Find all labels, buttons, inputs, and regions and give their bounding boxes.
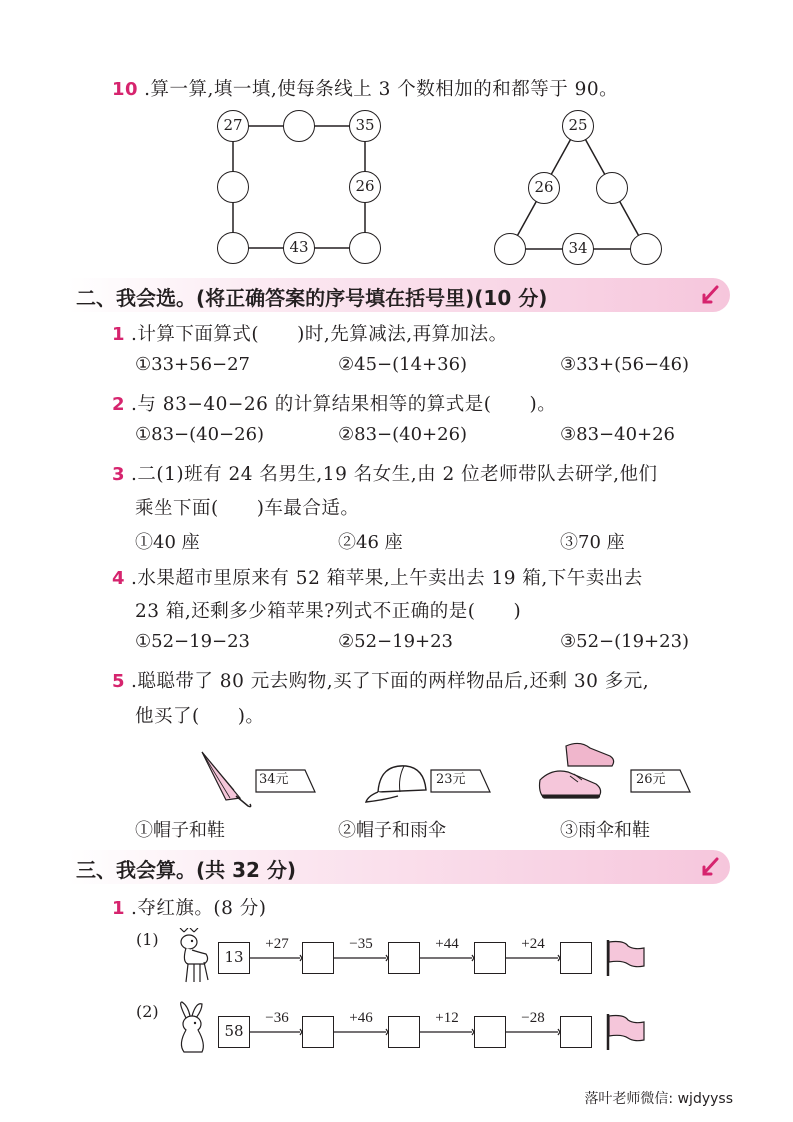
pencil-check-icon xyxy=(700,856,722,878)
s3-q1-number: 1 xyxy=(112,898,126,919)
umbrella-icon xyxy=(196,748,258,810)
section3-title: 三、我会算。(共 32 分) xyxy=(76,858,297,882)
s2-q2-line1: .与 83−40−26 的计算结果相等的算式是( )。 xyxy=(131,394,557,415)
square-circle-bottom-middle: 43 xyxy=(283,232,315,264)
section2-title: 二、我会选。(将正确答案的序号填在括号里)(10 分) xyxy=(76,286,548,310)
pencil-check-icon xyxy=(700,284,722,306)
s2-q2-prompt xyxy=(112,390,556,416)
row2-label: (2) xyxy=(136,1002,159,1021)
s2-q4-option-1[interactable]: ①52−19−23 xyxy=(135,631,251,652)
shoes-icon xyxy=(536,738,618,808)
triangle-circle-bottom-right[interactable] xyxy=(630,233,662,265)
shoes-price: 26元 xyxy=(636,772,666,787)
s2-q1-number: 1 xyxy=(112,324,126,345)
square-circle-bottom-left[interactable] xyxy=(217,232,249,264)
triangle-circle-bottom-left[interactable] xyxy=(494,233,526,265)
s2-q3-number: 3 xyxy=(112,464,126,485)
row2-op-4: −28 xyxy=(521,1010,545,1026)
row1-arrows xyxy=(250,950,560,966)
s2-q2-option-2[interactable]: ②83−(40+26) xyxy=(338,424,468,445)
footer-watermark: 落叶老师微信: wjdyyss xyxy=(584,1091,733,1107)
s2-q1-option-2[interactable]: ②45−(14+36) xyxy=(338,354,468,375)
s2-q1-option-3[interactable]: ③33+(56−46) xyxy=(560,354,690,375)
row2-arrows xyxy=(250,1024,560,1040)
row1-label: (1) xyxy=(136,930,159,949)
triangle-circle-right[interactable] xyxy=(596,172,628,204)
s2-q3-option-1[interactable]: ①40 座 xyxy=(135,532,200,553)
row1-op-3: +44 xyxy=(435,936,459,952)
triangle-circle-bottom-middle: 34 xyxy=(562,233,594,265)
rabbit-icon xyxy=(168,1000,214,1058)
s2-q3-option-3[interactable]: ③70 座 xyxy=(560,532,625,553)
s2-q4-line2: 23 箱,还剩多少箱苹果?列式不正确的是( ) xyxy=(135,601,522,622)
cap-price: 23元 xyxy=(436,772,466,787)
row2-answer-box-4[interactable] xyxy=(560,1016,592,1048)
s2-q3-line2: 乘坐下面( )车最合适。 xyxy=(135,498,360,519)
square-circle-top-left: 27 xyxy=(217,110,249,142)
s2-q1-option-1[interactable]: ①33+56−27 xyxy=(135,354,251,375)
s2-q3-prompt xyxy=(112,460,658,486)
q10-prompt xyxy=(112,75,618,101)
red-flag-icon xyxy=(604,938,646,978)
row1-op-2: −35 xyxy=(349,936,373,952)
triangle-circle-left: 26 xyxy=(528,172,560,204)
s2-q5-option-3[interactable]: ③雨伞和鞋 xyxy=(560,820,650,841)
deer-icon xyxy=(168,928,214,986)
s2-q2-option-1[interactable]: ①83−(40−26) xyxy=(135,424,265,445)
umbrella-price: 34元 xyxy=(259,772,289,787)
square-circle-bottom-right[interactable] xyxy=(349,232,381,264)
s2-q2-option-3[interactable]: ③83−40+26 xyxy=(560,424,676,445)
s2-q5-line2: 他买了( )。 xyxy=(135,706,265,727)
row2-op-3: +12 xyxy=(435,1010,459,1026)
s3-q1-prompt xyxy=(112,894,267,920)
s2-q1-line1: .计算下面算式( )时,先算减法,再算加法。 xyxy=(131,324,508,345)
square-circle-middle-left[interactable] xyxy=(217,171,249,203)
s2-q3-line1: .二(1)班有 24 名男生,19 名女生,由 2 位老师带队去研学,他们 xyxy=(131,464,658,485)
s2-q4-option-2[interactable]: ②52−19+23 xyxy=(338,631,454,652)
row1-start-box: 13 xyxy=(218,942,250,974)
row2-start-box: 58 xyxy=(218,1016,250,1048)
row2-op-1: −36 xyxy=(265,1010,289,1026)
s2-q5-option-2[interactable]: ②帽子和雨伞 xyxy=(338,820,446,841)
s2-q5-option-1[interactable]: ①帽子和鞋 xyxy=(135,820,225,841)
q10-text: .算一算,填一填,使每条线上 3 个数相加的和都等于 90。 xyxy=(144,79,619,100)
s2-q4-prompt xyxy=(112,564,643,590)
square-circle-middle-right: 26 xyxy=(349,171,381,203)
s2-q5-prompt xyxy=(112,667,649,693)
s2-q2-number: 2 xyxy=(112,394,126,415)
cap-icon xyxy=(364,758,432,806)
s2-q5-line1: .聪聪带了 80 元去购物,买了下面的两样物品后,还剩 30 多元, xyxy=(131,671,650,692)
s2-q4-option-3[interactable]: ③52−(19+23) xyxy=(560,631,690,652)
row2-op-2: +46 xyxy=(349,1010,373,1026)
s3-q1-text: .夺红旗。(8 分) xyxy=(131,898,267,919)
s2-q5-number: 5 xyxy=(112,671,126,692)
s2-q4-line1: .水果超市里原来有 52 箱苹果,上午卖出去 19 箱,下午卖出去 xyxy=(131,568,643,589)
square-circle-top-middle[interactable] xyxy=(283,110,315,142)
s2-q1-prompt xyxy=(112,320,508,346)
q10-number: 10 xyxy=(112,79,139,100)
row1-answer-box-4[interactable] xyxy=(560,942,592,974)
triangle-circle-top: 25 xyxy=(562,110,594,142)
s2-q4-number: 4 xyxy=(112,568,126,589)
s2-q3-option-2[interactable]: ②46 座 xyxy=(338,532,403,553)
square-circle-top-right: 35 xyxy=(349,110,381,142)
red-flag-icon xyxy=(604,1012,646,1052)
section2-header xyxy=(68,278,730,312)
row1-op-4: +24 xyxy=(521,936,545,952)
row1-op-1: +27 xyxy=(265,936,289,952)
section3-header xyxy=(68,850,730,884)
